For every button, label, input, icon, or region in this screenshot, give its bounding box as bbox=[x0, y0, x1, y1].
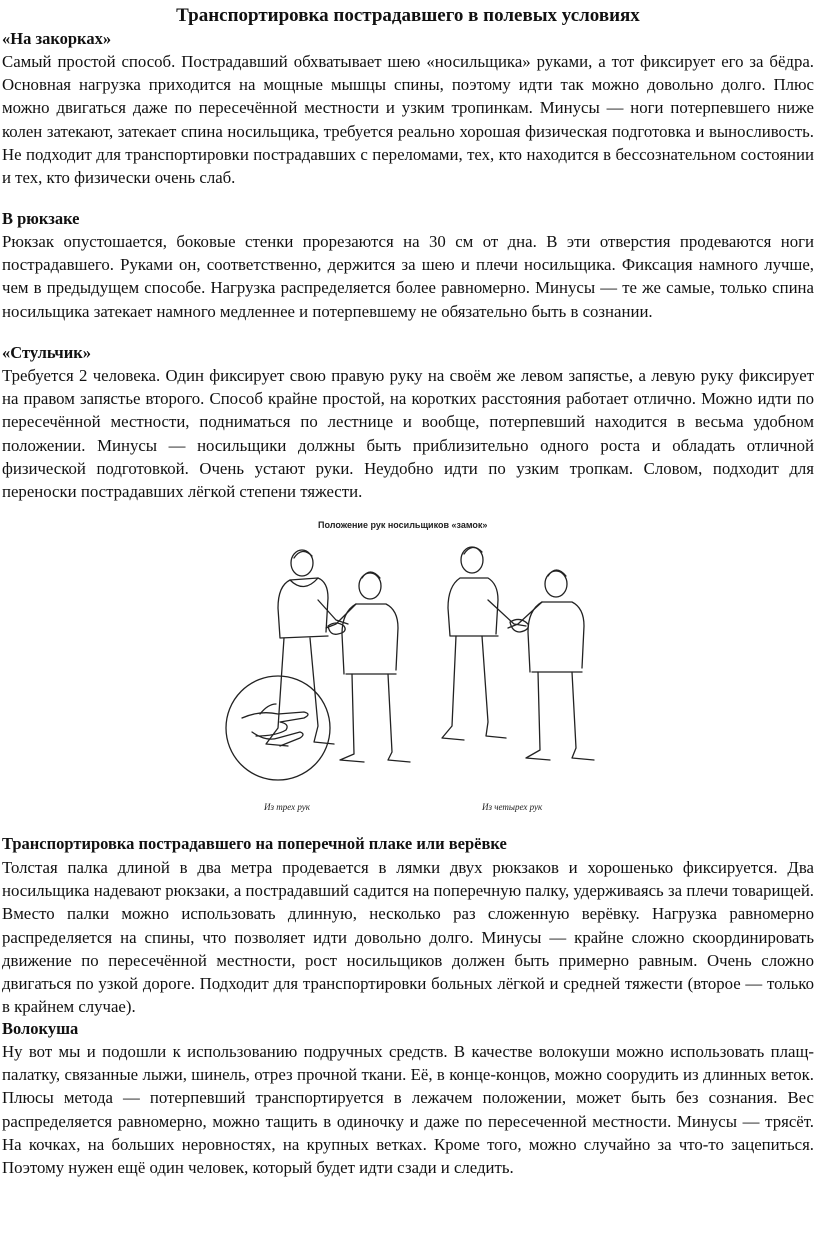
right-carrier-1-figure bbox=[442, 547, 526, 740]
section-heading-piggyback: «На закорках» bbox=[2, 29, 112, 48]
figure-label-three-hands: Из трех рук bbox=[264, 802, 310, 812]
document-title: Транспортировка пострадавшего в полевых условиях bbox=[176, 5, 640, 26]
figure-caption: Положение рук носильщиков «замок» bbox=[318, 520, 488, 530]
section-heading-backpack: В рюкзаке bbox=[2, 209, 80, 228]
left-carrier-2-figure bbox=[326, 572, 410, 762]
carriers-drawing bbox=[220, 518, 610, 818]
section-heading-chair: «Стульчик» bbox=[2, 343, 91, 362]
section-text-pole: Толстая палка длиной в два метра продевается в лямки двух рюкзаков и хорошенько фиксируется. Два носильщика надевают рюкзаки, а пострадавший садится на поперечную палку, удерживаясь за плечи товарищей. Вместо палки можно использовать длинную, несколько раз сложенную верёвку. Нагрузка равномерно распределяется на спины, что позволяет идти довольно долго. Минусы — крайне сложно скоординировать движение по пересечённой местности, рост носильщиков должен быть примерно равным. Очень сложно двигаться по узкой дороге. Подходит для транспортировки больных лёгкой и средней тяжести (второе — только в крайнем случае). bbox=[2, 858, 814, 1017]
illustration-hand-seat bbox=[220, 518, 610, 818]
section-text-backpack: Рюкзак опустошается, боковые стенки прорезаются на 30 см от дна. В эти отверстия продеваются ноги пострадавшего. Руками он, соответственно, держится за шею и плечи носильщика. Фиксация намного лучше, чем в предыдущем способе. Нагрузка распределяется более равномерно. Минусы — те же самые, только спина носильщика затекает намного медленнее и потерпевшему не обязательно быть в сознании. bbox=[2, 232, 814, 321]
figure-label-four-hands: Из четырех рук bbox=[482, 802, 543, 812]
right-carrier-2-figure bbox=[508, 570, 594, 760]
section-heading-pole: Транспортировка пострадавшего на поперечной плаке или верёвке bbox=[2, 834, 507, 853]
section-text-piggyback: Самый простой способ. Пострадавший обхватывает шею «носильщика» руками, а тот фиксирует его за бёдра. Основная нагрузка приходится на мощные мышцы спины, поэтому идти так можно довольно долго. Плюс можно двигаться даже по пересечённой местности и узким тропинкам. Минусы — ноги потерпевшего ниже колен затекают, затекает спина носильщика, требуется реально хорошая физическая подготовка и выносливость. Не подходит для транспортировки пострадавших с переломами, тех, кто находится в бессознательном состоянии и тех, кто физически очень слаб. bbox=[2, 52, 814, 188]
section-heading-drag: Волокуша bbox=[2, 1019, 79, 1038]
section-text-chair: Требуется 2 человека. Один фиксирует свою правую руку на своём же левом запястье, а левую руку фиксирует на правом запястье второго. Способ крайне простой, на коротких расстояния работает отлично. Можно идти по пересечённой местности, подниматься по лестнице и вообще, потерпевший находится в весьма удобном положении. Минусы — носильщики должны быть приблизительно одного роста и обладать отличной физической подготовкой. Очень устают руки. Неудобно идти по узким тропкам. Словом, подходит для переноски пострадавших лёгкой степени тяжести. bbox=[2, 366, 814, 502]
section-text-drag: Ну вот мы и подошли к использованию подручных средств. В качестве волокуши можно использовать плащ-палатку, связанные лыжи, шинель, отрез прочной ткани. Её, в конце-концов, можно соорудить из длинных веток. Плюсы метода — потерпевший транспортируется в лежачем положении, может быть без сознания. Вес распределяется равномерно, можно тащить в одиночку и даже по пересеченной местности. Минусы — трясёт. На кочках, на больших неровностях, на крупных ветках. Кроме того, можно случайно за что-то зацепиться. Поэтому нужен ещё один человек, который будет идти сзади и следить. bbox=[2, 1042, 814, 1178]
